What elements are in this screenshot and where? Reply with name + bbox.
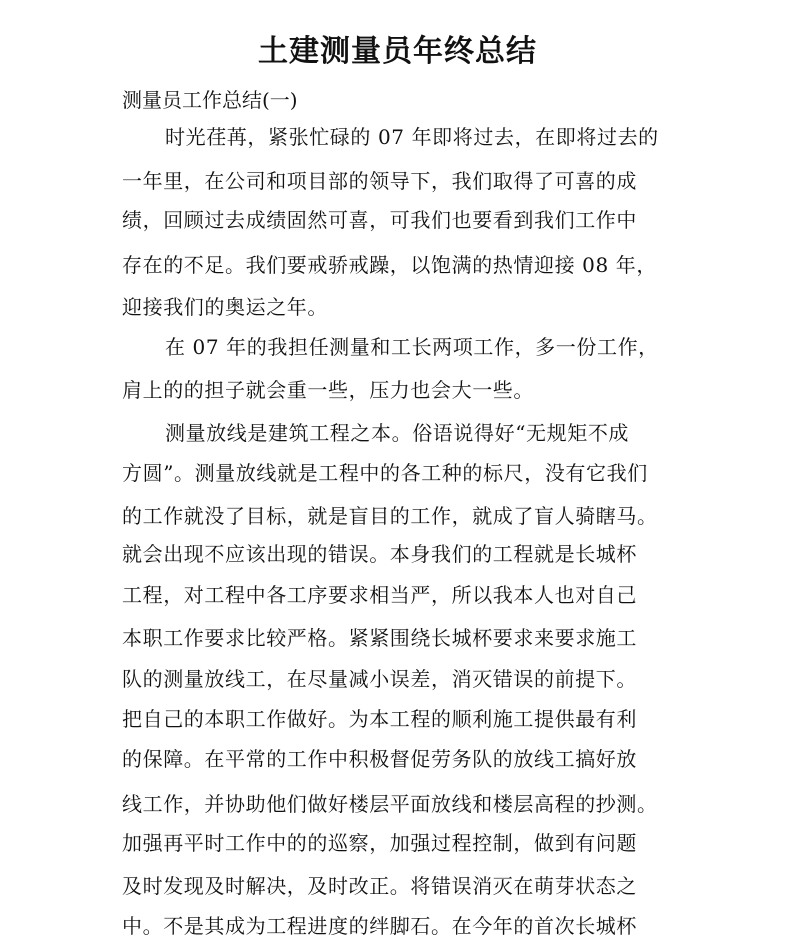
text-line: 把自己的本职工作做好。为本工程的顺利施工提供最有利 <box>122 707 637 731</box>
text-line: 迎接我们的奥运之年。 <box>122 295 328 319</box>
text-line: 绩，回顾过去成绩固然可喜，可我们也要看到我们工作中 <box>122 208 637 232</box>
text-line: 本职工作要求比较严格。紧紧围绕长城杯要求来要求施工 <box>122 626 637 650</box>
text-line: 的工作就没了目标，就是盲目的工作，就成了盲人骑瞎马。 <box>122 504 658 528</box>
text-line: 队的测量放线工，在尽量减小误差，消灭错误的前提下。 <box>122 667 637 691</box>
text-line: 工程，对工程中各工序要求相当严，所以我本人也对自己 <box>122 583 637 607</box>
text-line: 及时发现及时解决，及时改正。将错误消灭在萌芽状态之 <box>122 874 637 898</box>
text-line: 方圆”。测量放线就是工程中的各工种的标尺，没有它我们 <box>122 461 648 485</box>
text-line: 肩上的的担子就会重一些，压力也会大一些。 <box>122 378 534 402</box>
text-line: 存在的不足。我们要戒骄戒躁，以饱满的热情迎接 08 年， <box>122 253 657 277</box>
text-line: 在 07 年的我担任测量和工长两项工作，多一份工作， <box>165 335 659 359</box>
text-line: 加强再平时工作中的的巡察，加强过程控制，做到有问题 <box>122 831 637 855</box>
text-line: 线工作，并协助他们做好楼层平面放线和楼层高程的抄测。 <box>122 792 658 816</box>
document-title: 土建测量员年终总结 <box>258 34 537 69</box>
text-line: 的保障。在平常的工作中积极督促劳务队的放线工搞好放 <box>122 747 637 771</box>
section-heading: 测量员工作总结(一) <box>122 88 298 112</box>
text-line: 中。不是其成为工程进度的绊脚石。在今年的首次长城杯 <box>122 914 637 938</box>
text-line: 测量放线是建筑工程之本。俗语说得好“无规矩不成 <box>165 421 630 445</box>
text-line: 一年里，在公司和项目部的领导下，我们取得了可喜的成 <box>122 169 637 193</box>
text-line: 就会出现不应该出现的错误。本身我们的工程就是长城杯 <box>122 542 637 566</box>
text-line: 时光荏苒，紧张忙碌的 07 年即将过去，在即将过去的 <box>165 125 659 149</box>
